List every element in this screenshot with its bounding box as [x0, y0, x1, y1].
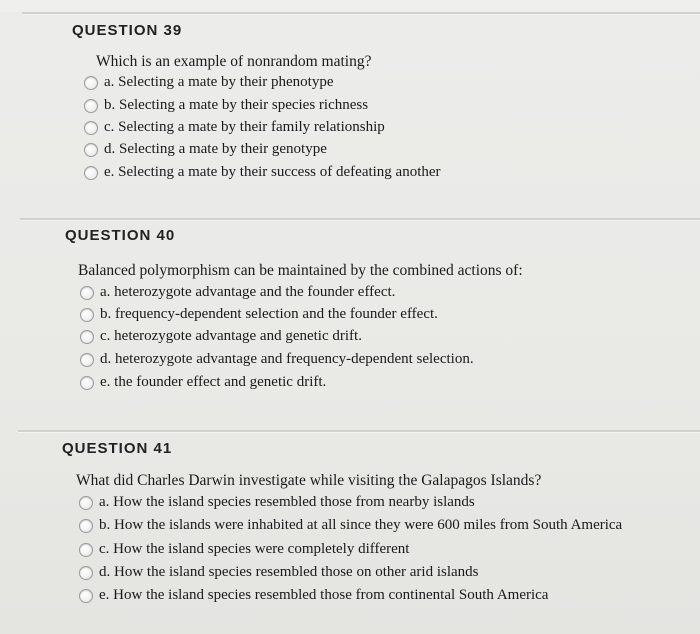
radio-button-icon[interactable] [84, 76, 98, 90]
question-prompt: What did Charles Darwin investigate while visiting the Galapagos Islands? [76, 472, 542, 489]
radio-button-icon[interactable] [79, 543, 93, 557]
option-label: c. How the island species were completely different [99, 541, 410, 557]
answer-option-b[interactable] [79, 517, 622, 534]
answer-option-a[interactable] [79, 494, 475, 511]
option-label: b. Selecting a mate by their species richness [104, 97, 369, 113]
answer-option-e[interactable] [80, 374, 326, 391]
question-title: QUESTION 41 [62, 440, 173, 457]
question-prompt: Which is an example of nonrandom mating? [96, 53, 372, 70]
radio-button-icon[interactable] [80, 308, 94, 322]
answer-option-a[interactable] [80, 284, 395, 301]
option-label: b. How the islands were inhabited at all since they were 600 miles from South America [99, 517, 623, 533]
option-label: c. Selecting a mate by their family relationship [104, 119, 385, 135]
radio-button-icon[interactable] [79, 519, 93, 533]
radio-button-icon[interactable] [79, 566, 93, 580]
option-label: d. Selecting a mate by their genotype [104, 141, 327, 157]
answer-option-d[interactable] [84, 141, 327, 158]
answer-option-b[interactable] [84, 97, 368, 114]
radio-button-icon[interactable] [80, 376, 94, 390]
radio-button-icon[interactable] [84, 99, 98, 113]
radio-button-icon[interactable] [79, 589, 93, 603]
radio-button-icon[interactable] [84, 143, 98, 157]
radio-button-icon[interactable] [80, 286, 94, 300]
option-label: e. How the island species resembled those from continental South America [99, 587, 549, 603]
option-label: d. How the island species resembled those on other arid islands [99, 564, 479, 580]
question-prompt: Balanced polymorphism can be maintained by the combined actions of: [78, 262, 523, 279]
option-label: c. heterozygote advantage and genetic drift. [100, 328, 362, 344]
answer-option-a[interactable] [84, 74, 334, 91]
option-label: a. Selecting a mate by their phenotype [104, 74, 334, 90]
section-divider [20, 218, 700, 221]
radio-button-icon[interactable] [80, 330, 94, 344]
answer-option-c[interactable] [79, 541, 409, 558]
option-label: e. the founder effect and genetic drift. [100, 374, 327, 390]
question-title: QUESTION 40 [65, 227, 176, 244]
radio-button-icon[interactable] [84, 166, 98, 180]
answer-option-c[interactable] [84, 119, 385, 136]
option-label: d. heterozygote advantage and frequency-dependent selection. [100, 351, 474, 367]
radio-button-icon[interactable] [80, 353, 94, 367]
answer-option-d[interactable] [79, 564, 479, 581]
answer-option-e[interactable] [79, 587, 548, 604]
top-strip [0, 0, 700, 12]
answer-option-d[interactable] [80, 351, 474, 368]
radio-button-icon[interactable] [84, 121, 98, 135]
radio-button-icon[interactable] [79, 496, 93, 510]
option-label: a. How the island species resembled those from nearby islands [99, 494, 475, 510]
option-label: b. frequency-dependent selection and the founder effect. [100, 306, 438, 322]
answer-option-b[interactable] [80, 306, 438, 323]
answer-option-c[interactable] [80, 328, 362, 345]
section-divider [22, 12, 700, 15]
option-label: e. Selecting a mate by their success of defeating another [104, 164, 441, 180]
question-title: QUESTION 39 [72, 22, 183, 39]
option-label: a. heterozygote advantage and the founder effect. [100, 284, 396, 300]
answer-option-e[interactable] [84, 164, 441, 181]
section-divider [18, 430, 700, 433]
